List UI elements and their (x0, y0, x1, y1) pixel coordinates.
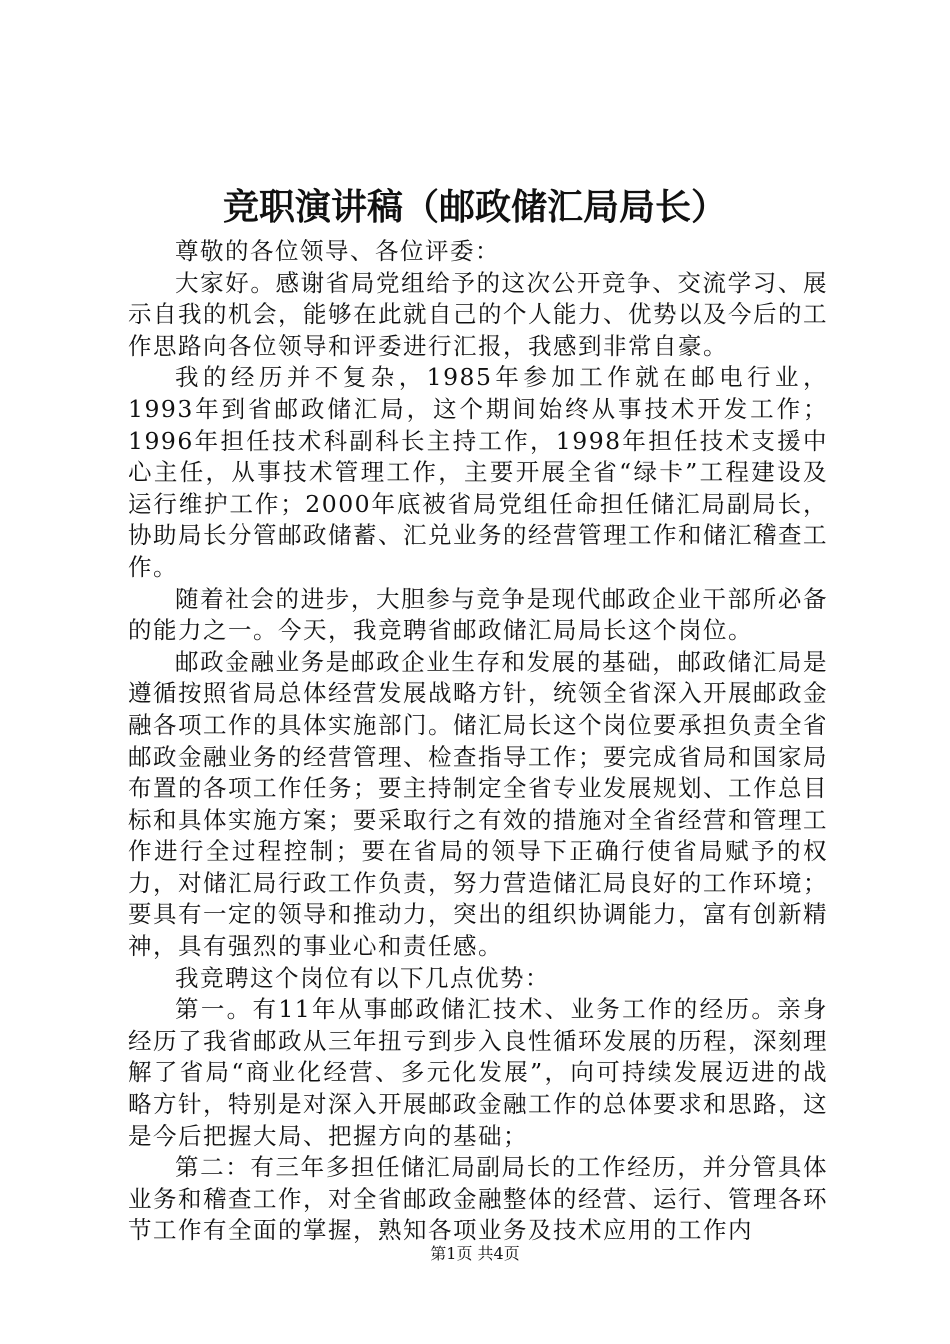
page-number-footer: 第1页 共4页 (430, 1244, 520, 1263)
document-title: 竞职演讲稿（邮政储汇局局长） (222, 186, 727, 228)
paragraph-advantage-1: 第一。有11年从事邮政储汇技术、业务工作的经历。亲身经历了我省邮政从三年扭亏到步入良性循环发展的历程，深刻理解了省局“商业化经营、多元化发展”，向可持续发展迈进的战略方针，特别是对深入开展邮政金融工作的总体要求和思路，这是今后把握大局、把握方向的基础； (128, 995, 828, 1150)
paragraph-greeting: 大家好。感谢省局党组给予的这次公开竞争、交流学习、展示自我的机会，能够在此就自己的个人能力、优势以及今后的工作思路向各位领导和评委进行汇报，我感到非常自豪。 (128, 268, 828, 360)
document-body (128, 236, 828, 1247)
paragraph-salutation: 尊敬的各位领导、各位评委： (175, 237, 500, 265)
paragraph-advantages-intro: 我竞聘这个岗位有以下几点优势： (175, 963, 550, 992)
paragraph-advantage-2: 第二：有三年多担任储汇局副局长的工作经历，并分管具体业务和稽查工作，对全省邮政金融整体的经营、运行、管理各环节工作有全面的掌握，熟知各项业务及技术应用的工作内 (128, 1153, 828, 1245)
paragraph-experience: 我的经历并不复杂，1985年参加工作就在邮电行业，1993年到省邮政储汇局，这个期间始终从事技术开发工作；1996年担任技术科副科长主持工作，1998年担任技术支援中心主任，从事技术管理工作，主要开展全省“绿卡”工程建设及运行维护工作；2000年底被省局党组任命担任储汇局副局长，协助局长分管邮政储蓄、汇兑业务的经营管理工作和储汇稽查工作。 (128, 363, 828, 581)
paragraph-motivation: 随着社会的进步，大胆参与竞争是现代邮政企业干部所必备的能力之一。今天，我竞聘省邮政储汇局局长这个岗位。 (128, 584, 828, 645)
paragraph-role-description: 邮政金融业务是邮政企业生存和发展的基础，邮政储汇局是遵循按照省局总体经营发展战略方针，统领全省深入开展邮政金融各项工作的具体实施部门。储汇局长这个岗位要承担负责全省邮政金融业务的经营管理、检查指导工作；要完成省局和国家局布置的各项工作任务；要主持制定全省专业发展规划、工作总目标和具体实施方案；要采取行之有效的措施对全省经营和管理工作进行全过程控制；要在省局的领导下正确行使省局赋予的权力，对储汇局行政工作负责，努力营造储汇局良好的工作环境；要具有一定的领导和推动力，突出的组织协调能力，富有创新精神，具有强烈的事业心和责任感。 (128, 647, 828, 961)
